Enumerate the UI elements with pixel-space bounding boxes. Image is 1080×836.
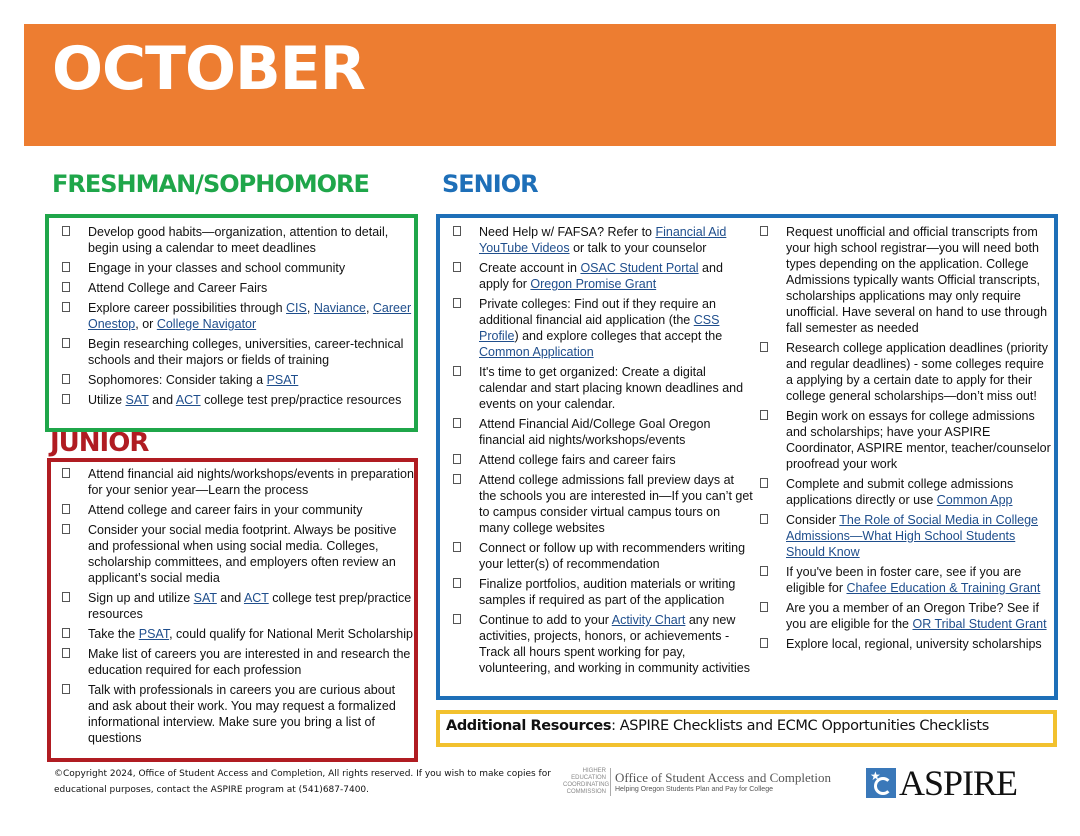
- resource-link[interactable]: Common Application: [479, 345, 594, 359]
- aspire-wordmark: ASPIRE: [899, 763, 1018, 803]
- item-text: Private colleges: Find out if they require an additional financial aid application (the: [479, 297, 716, 327]
- item-text: Attend college admissions fall preview days at the schools you are interested in—If you can’t get to campus consider virtual campus tours on many college websites: [479, 473, 753, 535]
- resource-link[interactable]: CIS: [286, 301, 307, 315]
- checklist-item: [62, 466, 414, 498]
- checkbox-icon[interactable]: [760, 478, 768, 488]
- checklist-item: [453, 224, 753, 256]
- item-text: Make list of careers you are interested in and research the education required for each profession: [88, 647, 411, 677]
- resource-link[interactable]: College Navigator: [156, 317, 257, 331]
- checkbox-icon[interactable]: [62, 394, 70, 404]
- hecc-logo: HIGHER EDUCATION COORDINATING COMMISSION: [563, 768, 610, 795]
- page-title: OCTOBER: [52, 34, 365, 104]
- resource-link[interactable]: PSAT: [138, 627, 170, 641]
- checkbox-icon[interactable]: [453, 418, 461, 428]
- checklist-item: [453, 540, 753, 572]
- item-text: Attend college and career fairs in your community: [88, 503, 363, 517]
- item-text: , could qualify for National Merit Scholarship: [169, 627, 413, 641]
- item-text: Finalize portfolios, audition materials or writing samples if required as part of the application: [479, 577, 736, 607]
- item-text: , or: [135, 317, 157, 331]
- freshman-heading: FRESHMAN/SOPHOMORE: [52, 170, 369, 198]
- osac-tagline: Helping Oregon Students Plan and Pay for College: [615, 785, 773, 793]
- checkbox-icon[interactable]: [760, 638, 768, 648]
- item-text: Sophomores: Consider taking a: [88, 373, 267, 387]
- checklist-item: [62, 300, 412, 332]
- item-text: Research college application deadlines (priority and regular deadlines) - some colleges require a applying by a certain date to apply for their college general scholarships—don’t miss out!: [786, 341, 1048, 403]
- checklist-item: [62, 522, 414, 586]
- resource-link[interactable]: CSS Profile: [479, 313, 720, 343]
- junior-heading: JUNIOR: [50, 428, 149, 458]
- checklist-item: [62, 392, 412, 408]
- checklist-item: [760, 512, 1052, 560]
- resource-link[interactable]: Naviance: [313, 301, 366, 315]
- item-text: Talk with professionals in careers you are curious about and ask about their work. You may request a formalized informational interview. Make sure you bring a list of questions: [88, 683, 396, 745]
- additional-resources-box: [436, 710, 1057, 747]
- item-text: If you've been in foster care, see if you are eligible for: [786, 565, 1022, 595]
- checklist-item: [760, 600, 1052, 632]
- item-text: ,: [365, 301, 373, 315]
- item-text: college test prep/practice resources: [200, 393, 402, 407]
- item-text: any new activities, projects, honors, or achievements - Track all hours spent working for pay, volunteering, and working in community activities: [479, 613, 750, 675]
- checklist-item: [62, 280, 412, 296]
- checkbox-icon[interactable]: [62, 262, 70, 272]
- resource-link[interactable]: SAT: [193, 591, 217, 605]
- item-text: Utilize: [88, 393, 126, 407]
- checkbox-icon[interactable]: [62, 282, 70, 292]
- checklist-item: [453, 576, 753, 608]
- month-banner: [24, 24, 1056, 146]
- checklist-item: [760, 564, 1052, 596]
- item-text: Consider your social media footprint. Always be positive and professional when using social media. Colleges, scholarship committees, and employers often review an applicant’s social media: [88, 523, 397, 585]
- osac-logo: [563, 768, 831, 796]
- checklist-item: [453, 452, 753, 468]
- checkbox-icon[interactable]: [62, 592, 70, 602]
- checkbox-icon[interactable]: [453, 366, 461, 376]
- checkbox-icon[interactable]: [62, 628, 70, 638]
- checklist-item: [62, 372, 412, 388]
- checklist-item: [62, 502, 414, 518]
- checklist-item: [453, 612, 753, 676]
- resource-link[interactable]: Oregon Promise Grant: [530, 277, 657, 291]
- checkbox-icon[interactable]: [453, 454, 461, 464]
- resource-link[interactable]: OSAC Student Portal: [580, 261, 699, 275]
- additional-resources-text: [446, 718, 989, 734]
- aspire-star-icon: ★: [866, 768, 896, 798]
- item-text: college test prep/practice resources: [88, 591, 412, 621]
- checklist-item: [62, 260, 412, 276]
- checklist-item: [760, 636, 1052, 652]
- checkbox-icon[interactable]: [760, 566, 768, 576]
- checklist-item: [453, 260, 753, 292]
- resource-link[interactable]: Common App: [936, 493, 1013, 507]
- item-text: Sign up and utilize: [88, 591, 194, 605]
- checklist-item: [62, 626, 414, 642]
- checkbox-icon[interactable]: [760, 226, 768, 236]
- item-text: and: [216, 591, 244, 605]
- item-text: Begin work on essays for college admissions and scholarships; have your ASPIRE Coordinator, ASPIRE mentor, teacher/counselor proofread your work: [786, 409, 1051, 471]
- item-text: Attend Financial Aid/College Goal Oregon financial aid nights/workshops/events: [479, 417, 711, 447]
- item-text: Connect or follow up with recommenders writing your letter(s) of recommendation: [479, 541, 746, 571]
- resource-link[interactable]: PSAT: [266, 373, 299, 387]
- item-text: Create account in: [479, 261, 581, 275]
- item-text: ) and explore colleges that accept the: [514, 329, 723, 343]
- checkbox-icon[interactable]: [453, 226, 461, 236]
- item-text: Continue to add to your: [479, 613, 612, 627]
- checkbox-icon[interactable]: [62, 338, 70, 348]
- checklist-item: [62, 336, 412, 368]
- item-text: Complete and submit college admissions applications directly or use: [786, 477, 1014, 507]
- checkbox-icon[interactable]: [453, 542, 461, 552]
- checklist-item: [760, 340, 1052, 404]
- checkbox-icon[interactable]: [62, 468, 70, 478]
- checkbox-icon[interactable]: [760, 342, 768, 352]
- checkbox-icon[interactable]: [62, 648, 70, 658]
- item-text: Explore career possibilities through: [88, 301, 287, 315]
- junior-checklist: [62, 466, 414, 750]
- checklist-item: [760, 408, 1052, 472]
- checklist-item: [760, 476, 1052, 508]
- resource-link[interactable]: ACT: [243, 591, 269, 605]
- checklist-item: [453, 416, 753, 448]
- resource-link[interactable]: Chafee Education & Training Grant: [846, 581, 1041, 595]
- item-text: Attend college fairs and career fairs: [479, 453, 676, 467]
- resource-link[interactable]: SAT: [125, 393, 149, 407]
- checkbox-icon[interactable]: [760, 602, 768, 612]
- checklist-item: [453, 364, 753, 412]
- item-text: Need Help w/ FAFSA? Refer to: [479, 225, 656, 239]
- freshman-checklist: [62, 224, 412, 412]
- item-text: Take the: [88, 627, 139, 641]
- item-text: Explore local, regional, university scholarships: [786, 637, 1042, 651]
- checklist-item: [453, 296, 753, 360]
- item-text: Consider: [786, 513, 840, 527]
- item-text: Request unofficial and official transcripts from your high school registrar—you will need both types depending on the application. College Admissions typically wants Official transcripts, scholarships applications may only require unofficial. Have several on hand to use through fall semester as needed: [786, 225, 1048, 335]
- checkbox-icon[interactable]: [62, 226, 70, 236]
- item-text: Engage in your classes and school community: [88, 261, 346, 275]
- checklist-item: [62, 682, 414, 746]
- osac-name: Office of Student Access and Completion: [615, 769, 832, 785]
- checkbox-icon[interactable]: [62, 504, 70, 514]
- item-text: and apply for: [479, 261, 723, 291]
- additional-resources-body: : ASPIRE Checklists and ECMC Opportunities Checklists: [611, 718, 989, 734]
- item-text: or talk to your counselor: [569, 241, 707, 255]
- resource-link[interactable]: OR Tribal Student Grant: [912, 617, 1047, 631]
- checklist-item: [62, 646, 414, 678]
- item-text: ,: [306, 301, 314, 315]
- resource-link[interactable]: The Role of Social Media in College Admissions—What High School Students Should Know: [786, 513, 1038, 559]
- item-text: Attend College and Career Fairs: [88, 281, 268, 295]
- checklist-item: [62, 224, 412, 256]
- additional-resources-label: Additional Resources: [446, 718, 612, 734]
- checklist-item: [760, 224, 1052, 336]
- checkbox-icon[interactable]: [760, 410, 768, 420]
- resource-link[interactable]: Financial Aid YouTube Videos: [479, 225, 727, 255]
- resource-link[interactable]: Career Onestop: [88, 301, 412, 331]
- checklist-item: [62, 590, 414, 622]
- item-text: Are you a member of an Oregon Tribe? See if you are eligible for the: [786, 601, 1039, 631]
- checkbox-icon[interactable]: [453, 578, 461, 588]
- item-text: Develop good habits—organization, attention to detail, begin using a calendar to meet deadlines: [88, 225, 389, 255]
- item-text: Attend financial aid nights/workshops/events in preparation for your senior year—Learn the process: [88, 467, 414, 497]
- checkbox-icon[interactable]: [453, 614, 461, 624]
- checkbox-icon[interactable]: [62, 524, 70, 534]
- senior-heading: SENIOR: [442, 170, 538, 198]
- checkbox-icon[interactable]: [453, 298, 461, 308]
- resource-link[interactable]: Activity Chart: [611, 613, 686, 627]
- checkbox-icon[interactable]: [62, 684, 70, 694]
- aspire-logo: [866, 763, 1018, 803]
- item-text: It's time to get organized: Create a digital calendar and start placing known deadlines and events on your calendar.: [479, 365, 744, 411]
- item-text: Begin researching colleges, universities, career-technical schools and their majors or fields of training: [88, 337, 404, 367]
- checkbox-icon[interactable]: [62, 374, 70, 384]
- checkbox-icon[interactable]: [62, 302, 70, 312]
- senior-checklist-col2: [760, 224, 1052, 656]
- resource-link[interactable]: ACT: [175, 393, 201, 407]
- item-text: and: [148, 393, 176, 407]
- checkbox-icon[interactable]: [453, 474, 461, 484]
- checklist-item: [453, 472, 753, 536]
- senior-checklist-col1: [453, 224, 753, 680]
- copyright-notice: ©Copyright 2024, Office of Student Access and Completion, All rights reserved. If you wish to make copies for educational purposes, contact the ASPIRE program at (541)687-7400.: [54, 769, 551, 795]
- checkbox-icon[interactable]: [760, 514, 768, 524]
- checkbox-icon[interactable]: [453, 262, 461, 272]
